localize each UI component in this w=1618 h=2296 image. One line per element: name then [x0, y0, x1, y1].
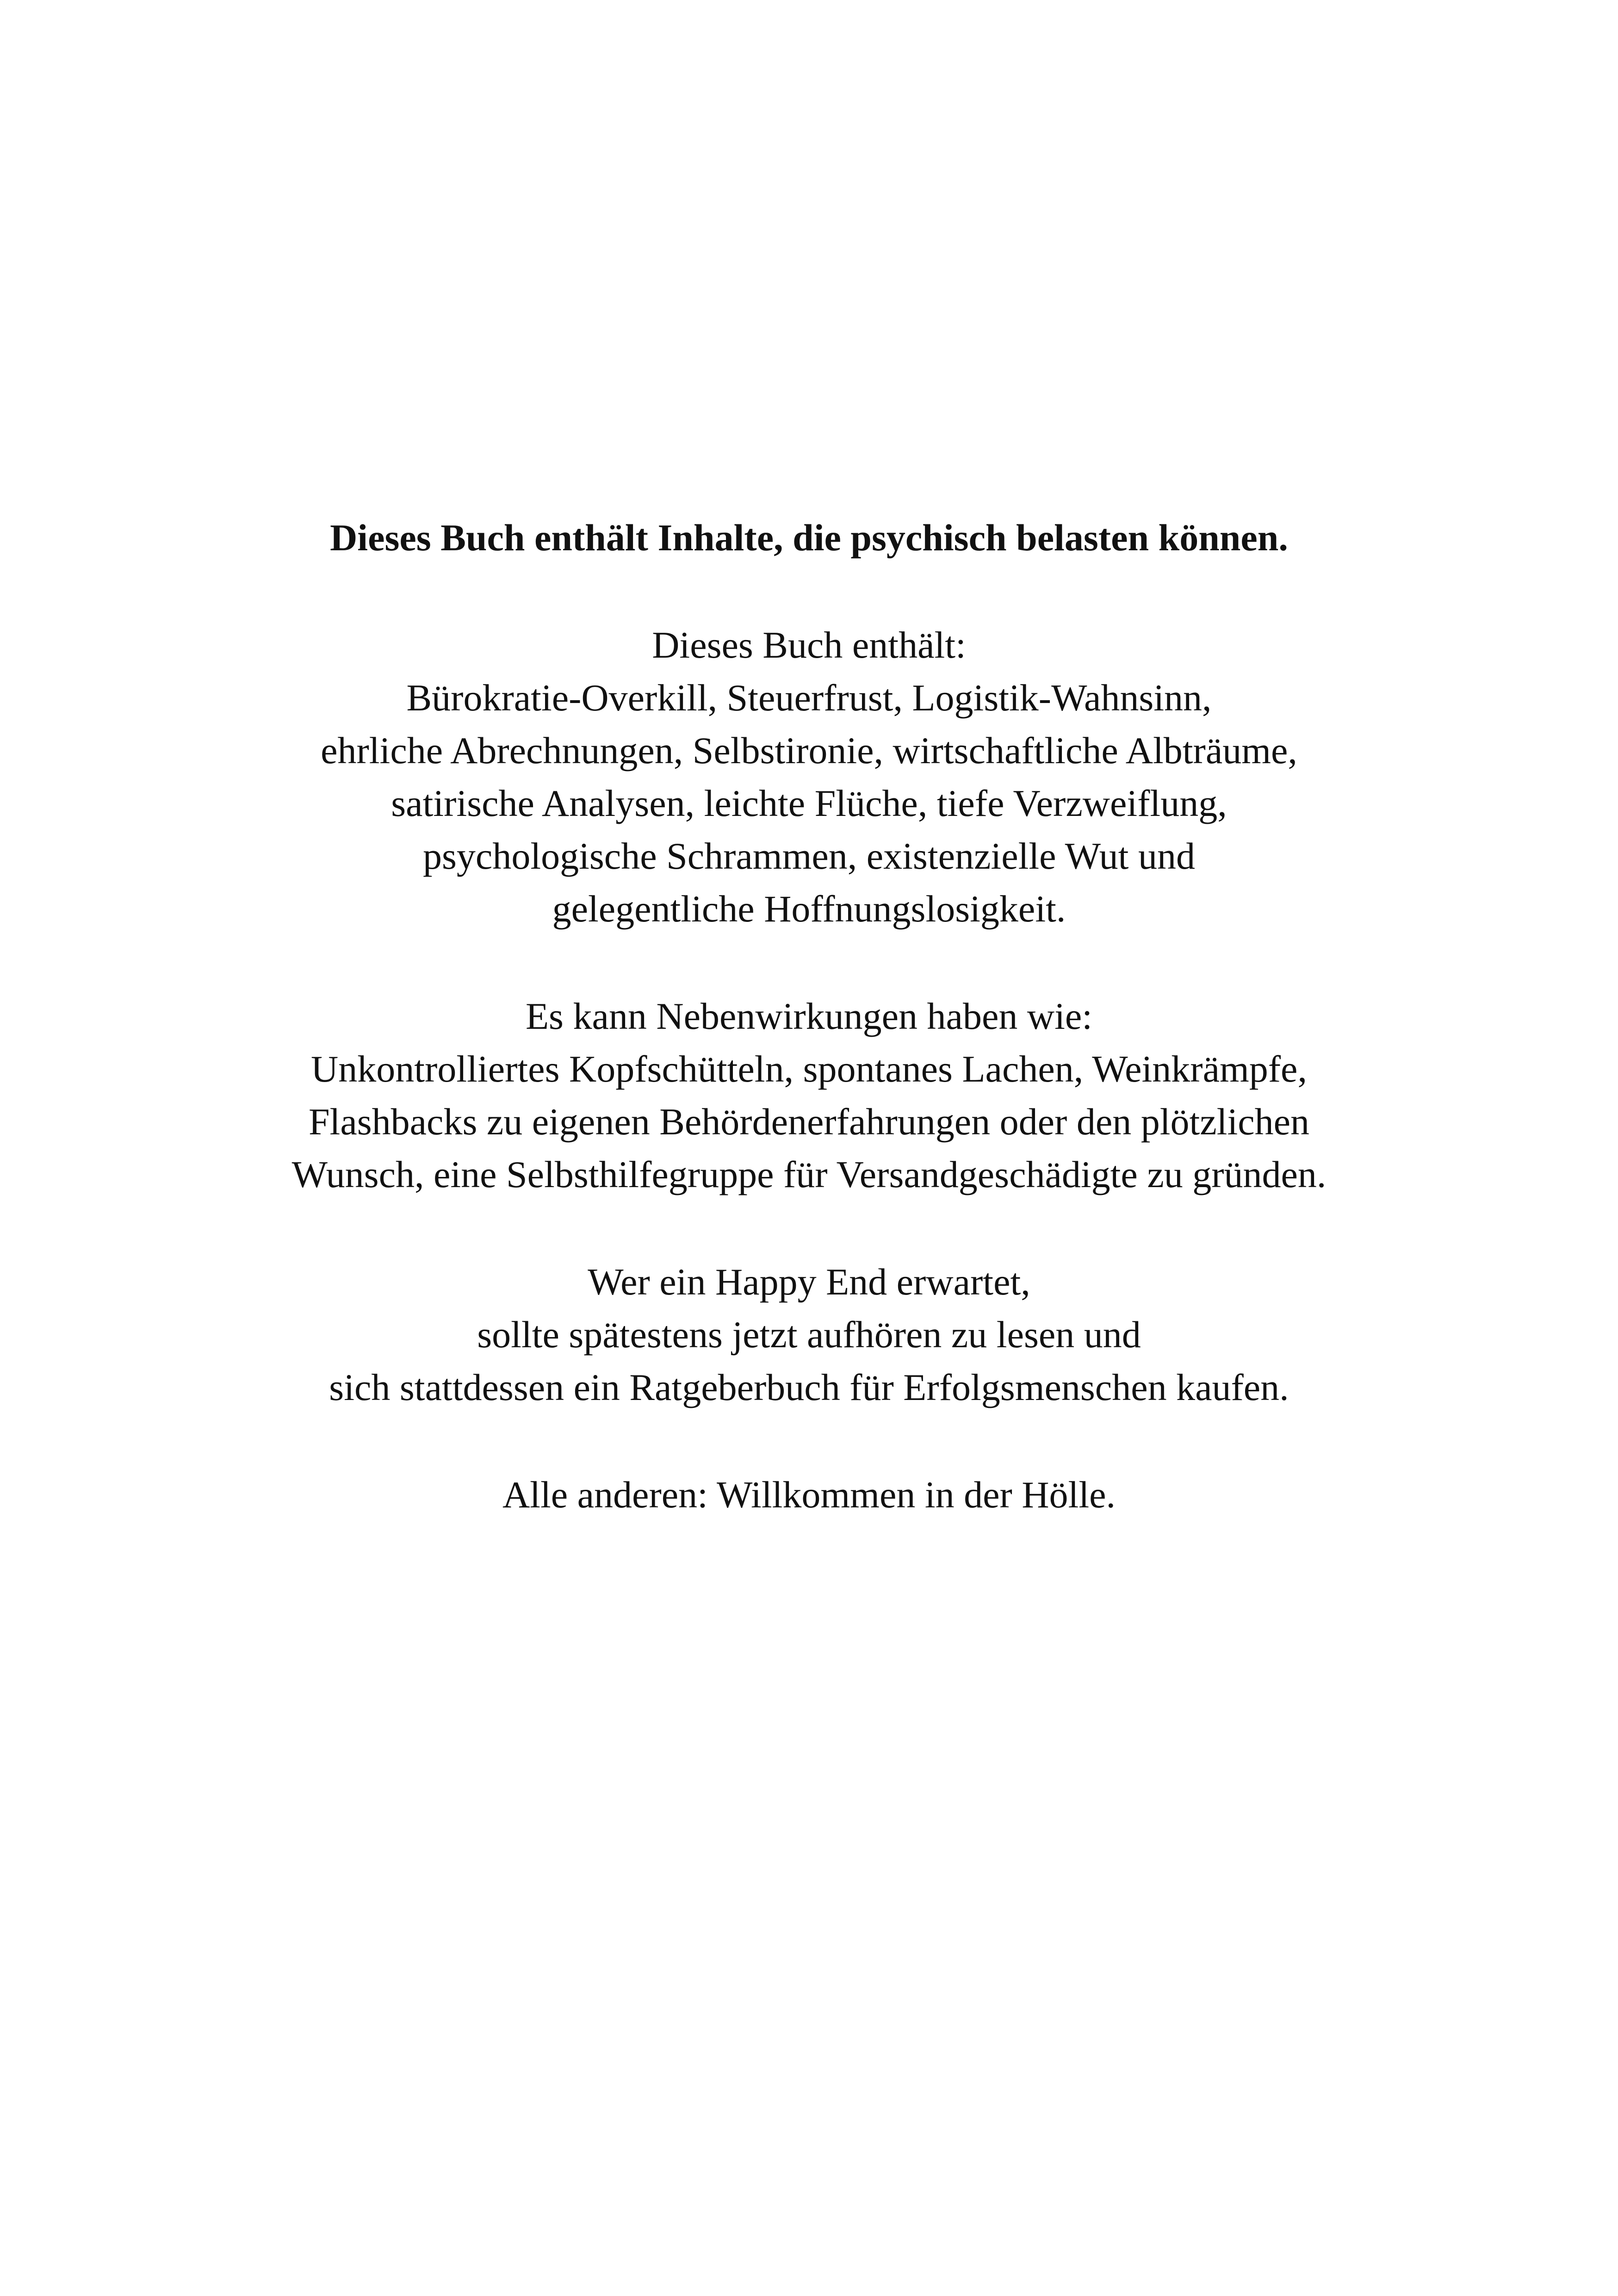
- paragraph-line: sich stattdessen ein Ratgeberbuch für Erfolgsmenschen kaufen.: [329, 1366, 1289, 1408]
- paragraph-line: ehrliche Abrechnungen, Selbstironie, wirtschaftliche Albträume,: [321, 729, 1297, 772]
- paragraph-line: psychologische Schrammen, existenzielle Wut und: [423, 835, 1195, 877]
- paragraph-line: satirische Analysen, leichte Flüche, tiefe Verzweiflung,: [391, 782, 1227, 824]
- closing-paragraph: [0, 1414, 1618, 1521]
- paragraph-line: Bürokratie-Overkill, Steuerfrust, Logistik-Wahnsinn,: [406, 677, 1212, 719]
- paragraph-line: Flashbacks zu eigenen Behördenerfahrungen oder den plötzlichen: [308, 1101, 1310, 1143]
- paragraph-line: Dieses Buch enthält:: [652, 624, 966, 666]
- paragraph-line: Es kann Nebenwirkungen haben wie:: [525, 995, 1093, 1037]
- warning-heading: Dieses Buch enthält Inhalte, die psychisch belasten können.: [330, 516, 1288, 559]
- paragraph-line: gelegentliche Hoffnungslosigkeit.: [552, 888, 1066, 930]
- side-effects-paragraph: [0, 935, 1618, 1201]
- happy-end-paragraph: [0, 1201, 1618, 1414]
- paragraph-line: sollte spätestens jetzt aufhören zu lesen und: [477, 1313, 1141, 1356]
- paragraph-line: Wunsch, eine Selbsthilfegruppe für Versandgeschädigte zu gründen.: [291, 1153, 1327, 1195]
- paragraph-line: Alle anderen: Willkommen in der Hölle.: [502, 1474, 1116, 1516]
- paragraph-line: Wer ein Happy End erwartet,: [588, 1261, 1030, 1303]
- contents-paragraph: [0, 564, 1618, 935]
- paragraph-line: Unkontrolliertes Kopfschütteln, spontanes Lachen, Weinkrämpfe,: [311, 1048, 1307, 1090]
- content-warning: [0, 511, 1618, 1521]
